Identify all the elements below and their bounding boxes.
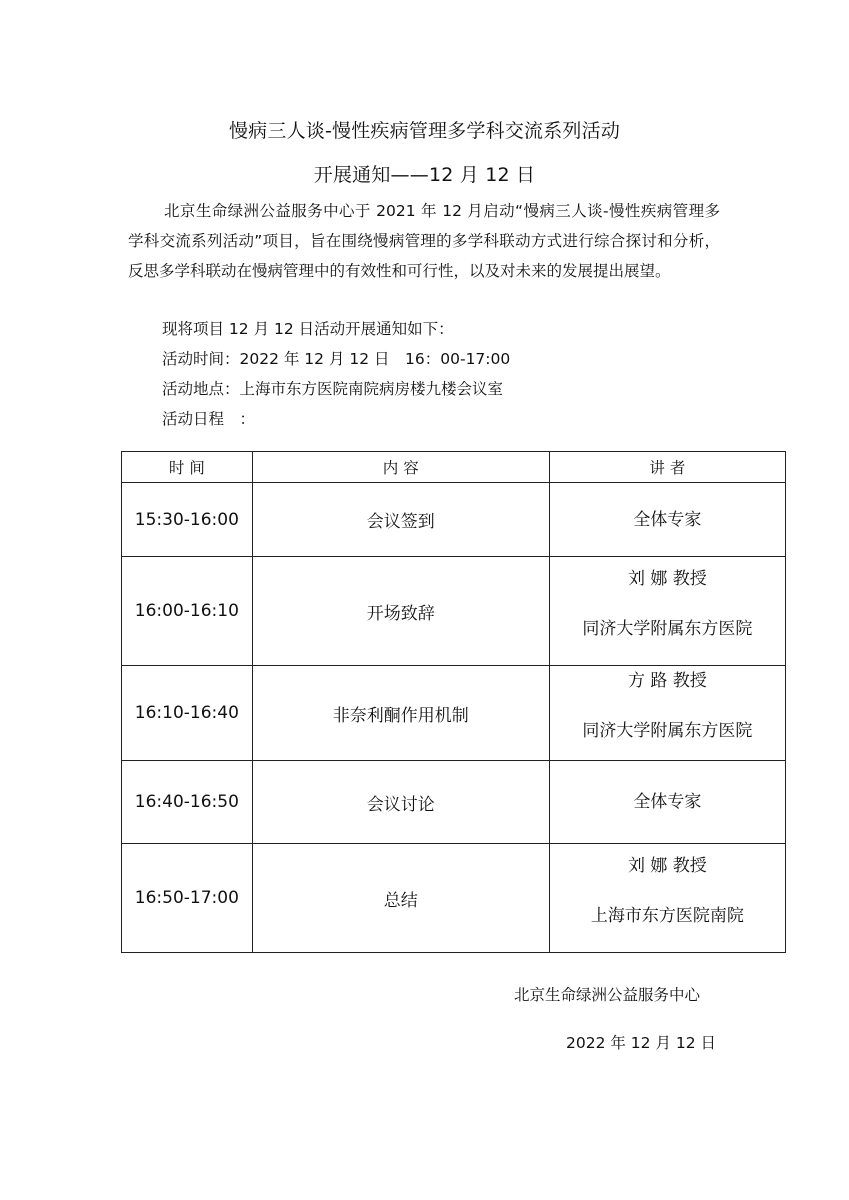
speaker-cell: [549, 761, 785, 844]
speaker-organization: 上海市东方医院南院: [590, 906, 744, 926]
content-cell: 开场致辞: [252, 557, 549, 666]
document-title-line2: 开展通知——12 月 12 日: [313, 164, 536, 186]
table-row: [122, 761, 786, 844]
time-cell: 15:30-16:00: [122, 483, 253, 557]
intro-paragraph: 北京生命绿洲公益服务中心于 2021 年 12 月启动“慢病三人谈-慢性疾病管理多学科交流系列活动”项目，旨在围绕慢病管理的多学科联动方式进行综合探讨和分析，反思多学科联动在慢病管理中的有效性和可行性，以及对未来的发展提出展望。: [128, 202, 720, 280]
speaker-name: 全体专家: [633, 792, 702, 812]
signature-date: 2022 年 12 月 12 日: [566, 1034, 717, 1052]
speaker-cell: [549, 844, 785, 953]
time-cell: 16:50-17:00: [122, 844, 253, 953]
content-cell: 会议签到: [252, 483, 549, 557]
time-cell: 16:40-16:50: [122, 761, 253, 844]
signature-organization: 北京生命绿洲公益服务中心: [514, 986, 701, 1004]
table-row: [122, 557, 786, 666]
speaker-name: 全体专家: [633, 509, 702, 530]
table-header-row: [122, 452, 786, 483]
schedule-table: [121, 451, 786, 953]
notice-line: 现将项目 12 月 12 日活动开展通知如下：: [162, 320, 454, 338]
time-cell: 16:00-16:10: [122, 557, 253, 666]
content-cell: 非奈利酮作用机制: [252, 666, 549, 761]
time-cell: 16:10-16:40: [122, 666, 253, 761]
event-time-line: 活动时间：2022 年 12 月 12 日 16：00-17:00: [162, 350, 511, 368]
speaker-name: 刘 娜 教授: [627, 856, 707, 876]
speaker-organization: 同济大学附属东方医院: [582, 619, 753, 639]
table-row: [122, 483, 786, 557]
speaker-cell: [549, 557, 785, 666]
speaker-name: 方 路 教授: [627, 671, 707, 691]
speaker-cell: [549, 666, 785, 761]
speaker-name: 刘 娜 教授: [627, 569, 707, 589]
table-row: [122, 844, 786, 953]
content-cell: 会议讨论: [252, 761, 549, 844]
header-time: 时 间: [122, 452, 253, 483]
header-content: 内 容: [252, 452, 549, 483]
speaker-organization: 同济大学附属东方医院: [582, 721, 753, 741]
agenda-label: 活动日程 ：: [162, 410, 256, 428]
table-row: [122, 666, 786, 761]
header-speaker: 讲 者: [549, 452, 785, 483]
document-title-line1: 慢病三人谈-慢性疾病管理多学科交流系列活动: [228, 120, 621, 142]
speaker-cell: [549, 483, 785, 557]
event-place-line: 活动地点：上海市东方医院南院病房楼九楼会议室: [162, 380, 504, 398]
content-cell: 总结: [252, 844, 549, 953]
